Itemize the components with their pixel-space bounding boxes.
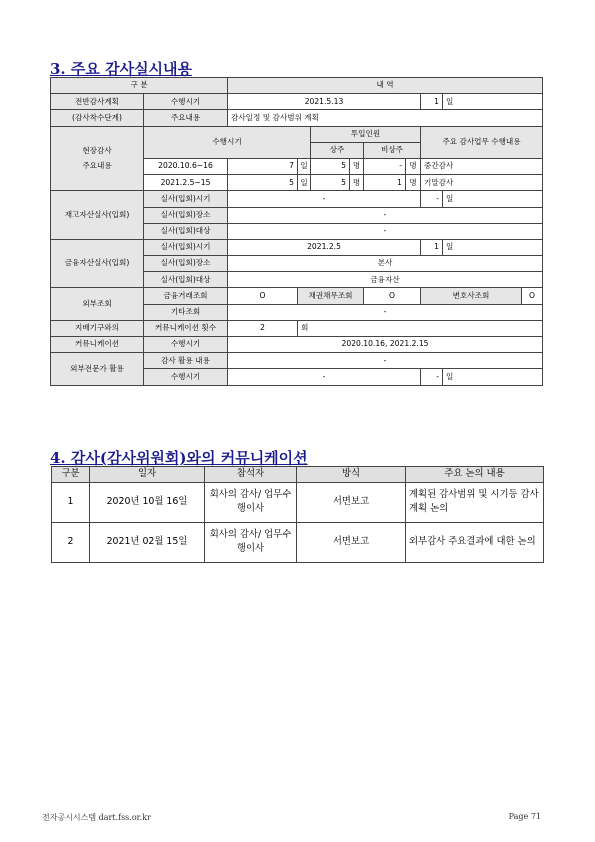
table-row xyxy=(52,522,544,562)
inv-place-label: 실사(입회)장소 xyxy=(144,207,228,223)
gov-time: 2020.10.16, 2021.2.15 xyxy=(228,337,543,353)
ext-other-label: 기타조회 xyxy=(144,304,228,320)
section3-title: 3. 주요 감사실시내용 xyxy=(50,60,193,78)
section4-title: 4. 감사(감사위원회)와의 커뮤니케이션 xyxy=(50,449,308,467)
table-row xyxy=(52,482,544,522)
field-resident-unit: 명 xyxy=(350,158,364,174)
field-staff-label: 투입인원 xyxy=(311,126,421,142)
gov-count-unit: 회 xyxy=(298,320,543,336)
footer-source: 전자공시시스템 dart.fss.or.kr xyxy=(42,813,151,822)
field-days: 7 xyxy=(228,158,298,174)
header-content: 내 역 xyxy=(228,78,543,94)
field-nonresident: 1 xyxy=(364,175,406,191)
ext-lawyer: O xyxy=(522,288,543,304)
field-period-label: 수행시기 xyxy=(144,126,311,158)
expert-time-label: 수행시기 xyxy=(144,369,228,385)
ext-other: - xyxy=(228,304,543,320)
col-header-method: 방식 xyxy=(297,467,406,483)
fin-days: 1 xyxy=(421,239,443,255)
field-resident-label: 상주 xyxy=(311,142,364,158)
field-nonresident-label: 비상주 xyxy=(364,142,421,158)
footer-page-number: Page 71 xyxy=(508,812,541,821)
inv-days-unit: 일 xyxy=(443,191,543,207)
fin-place: 본사 xyxy=(228,256,543,272)
expert-days: - xyxy=(421,369,443,385)
field-resident: 5 xyxy=(311,175,350,191)
inv-time-label: 실사(입회)시기 xyxy=(144,191,228,207)
field-days-unit: 일 xyxy=(298,158,311,174)
plan-period: 2021.5.13 xyxy=(228,94,421,110)
col-header-content: 주요 논의 내용 xyxy=(406,467,544,483)
field-nonresident: - xyxy=(364,158,406,174)
plan-period-label: 수행시기 xyxy=(144,94,228,110)
inv-place: - xyxy=(228,207,543,223)
ext-debt-label: 채권채무조회 xyxy=(298,288,364,304)
field-label-line2: 주요내용 xyxy=(82,161,112,171)
plan-label-stage: (감사착수단계) xyxy=(51,110,144,126)
field-days-unit: 일 xyxy=(298,175,311,191)
row-method: 서면보고 xyxy=(297,482,406,522)
field-resident-unit: 명 xyxy=(350,175,364,191)
ext-label: 외부조회 xyxy=(51,288,144,320)
row-no: 1 xyxy=(52,482,90,522)
field-period: 2021.2.5~15 xyxy=(144,175,228,191)
field-task: 기말감사 xyxy=(421,175,543,191)
gov-label: 지배기구와의 xyxy=(51,320,144,336)
row-date: 2020년 10월 16일 xyxy=(90,482,205,522)
fin-target-label: 실사(입회)대상 xyxy=(144,272,228,288)
field-days: 5 xyxy=(228,175,298,191)
fin-time-label: 실사(입회)시기 xyxy=(144,239,228,255)
inv-target: - xyxy=(228,223,543,239)
field-nonresident-unit: 명 xyxy=(406,158,421,174)
plan-main-label: 주요내용 xyxy=(144,110,228,126)
inv-target-label: 실사(입회)대상 xyxy=(144,223,228,239)
expert-label: 외부전문가 활용 xyxy=(51,353,144,385)
row-attendees: 회사의 감사/ 업무수행이사 xyxy=(205,482,297,522)
row-date: 2021년 02월 15일 xyxy=(90,522,205,562)
expert-content-label: 감사 활용 내용 xyxy=(144,353,228,369)
header-category: 구 분 xyxy=(51,78,228,94)
plan-days-unit: 일 xyxy=(443,94,543,110)
fin-target: 금융자산 xyxy=(228,272,543,288)
plan-main: 감사일정 및 감사범위 계획 xyxy=(228,110,543,126)
fin-time: 2021.2.5 xyxy=(228,239,421,255)
field-label-line1: 현장감사 xyxy=(82,145,112,155)
ext-fin: O xyxy=(228,288,298,304)
ext-debt: O xyxy=(364,288,421,304)
field-label xyxy=(51,126,144,191)
ext-lawyer-label: 변호사조회 xyxy=(421,288,522,304)
field-period: 2020.10.6~16 xyxy=(144,158,228,174)
gov-count: 2 xyxy=(228,320,298,336)
ext-fin-label: 금융거래조회 xyxy=(144,288,228,304)
gov-time-label: 수행시기 xyxy=(144,337,228,353)
field-nonresident-unit: 명 xyxy=(406,175,421,191)
row-no: 2 xyxy=(52,522,90,562)
col-header-date: 일자 xyxy=(90,467,205,483)
communication-table xyxy=(51,466,544,563)
plan-label: 전반감사계획 xyxy=(51,94,144,110)
row-content: 외부감사 주요결과에 대한 논의 xyxy=(406,522,544,562)
col-header-attendees: 참석자 xyxy=(205,467,297,483)
gov-count-label: 커뮤니케이션 횟수 xyxy=(144,320,228,336)
fin-place-label: 실사(입회)장소 xyxy=(144,256,228,272)
inv-label: 재고자산실사(입회) xyxy=(51,191,144,240)
row-method: 서면보고 xyxy=(297,522,406,562)
row-content: 계획된 감사범위 및 시기등 감사계획 논의 xyxy=(406,482,544,522)
audit-activities-table xyxy=(50,77,543,386)
row-attendees: 회사의 감사/ 업무수행이사 xyxy=(205,522,297,562)
inv-days: - xyxy=(421,191,443,207)
expert-content: - xyxy=(228,353,543,369)
fin-days-unit: 일 xyxy=(443,239,543,255)
fin-label: 금융자산실사(입회) xyxy=(51,239,144,288)
field-task-label: 주요 감사업무 수행내용 xyxy=(421,126,543,158)
plan-days: 1 xyxy=(421,94,443,110)
expert-days-unit: 일 xyxy=(443,369,543,385)
field-task: 중간감사 xyxy=(421,158,543,174)
field-resident: 5 xyxy=(311,158,350,174)
inv-time: - xyxy=(228,191,421,207)
gov-label-line2: 커뮤니케이션 xyxy=(51,337,144,353)
col-header-no: 구분 xyxy=(52,467,90,483)
expert-time: - xyxy=(228,369,421,385)
